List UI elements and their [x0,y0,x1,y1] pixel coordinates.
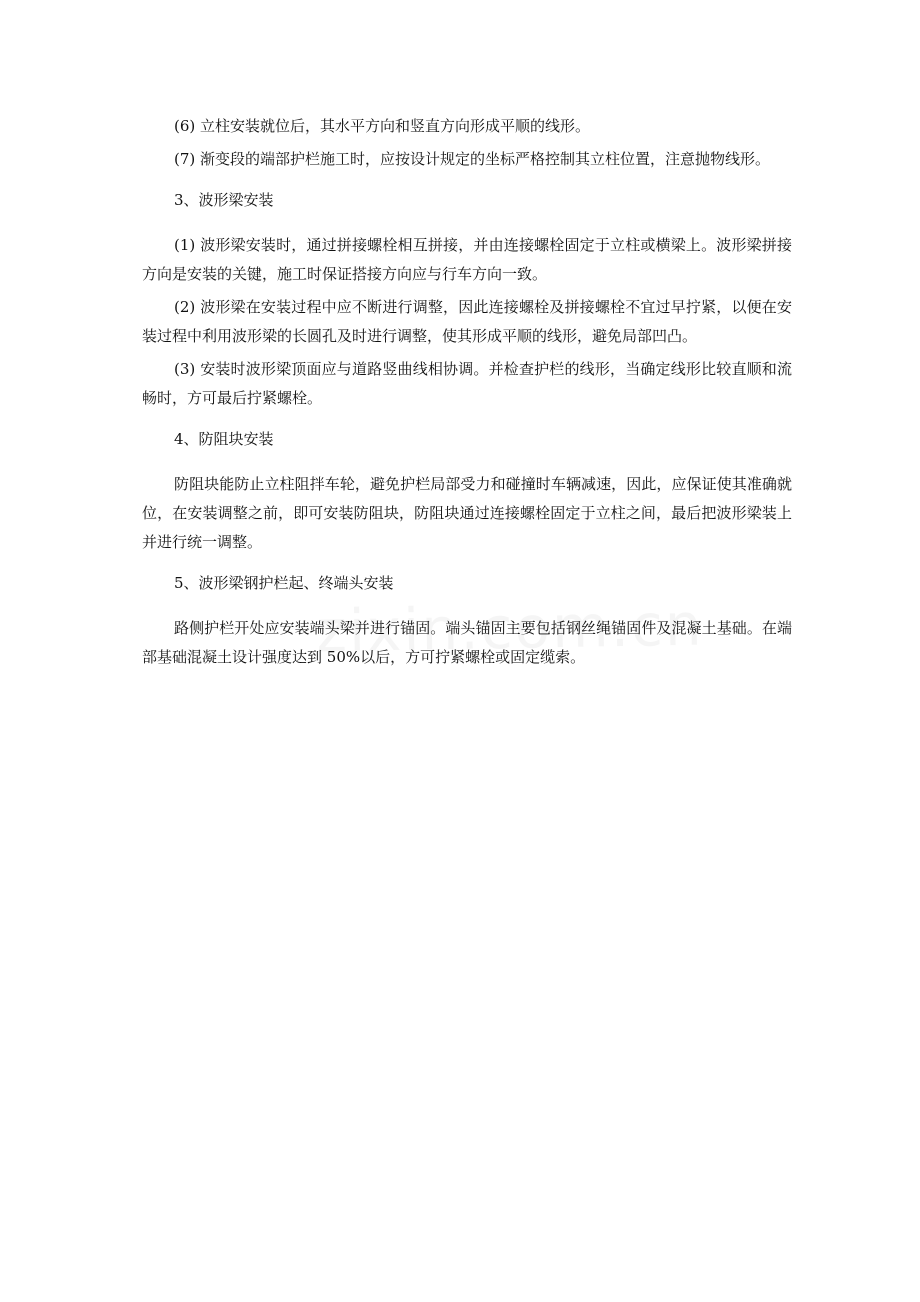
paragraph-item-6: (6) 立柱安装就位后，其水平方向和竖直方向形成平顺的线形。 [174,117,591,135]
section-heading-wave-beam-installation: 3、波形梁安装 [174,191,274,209]
paragraph-wave-beam-3: (3) 安装时波形梁顶面应与道路竖曲线相协调。并检查护栏的线形，当确定线形比较直顺和流畅时，方可最后拧紧螺栓。 [142,360,792,407]
paragraph-wave-beam-2: (2) 波形梁在安装过程中应不断进行调整，因此连接螺栓及拼接螺栓不宜过早拧紧，以便在安装过程中利用波形梁的长圆孔及时进行调整，使其形成平顺的线形，避免局部凹凸。 [142,298,792,345]
paragraph-item-7: (7) 渐变段的端部护栏施工时，应按设计规定的坐标严格控制其立柱位置，注意抛物线形。 [174,150,771,168]
section-heading-end-terminal-installation: 5、波形梁钢护栏起、终端头安装 [174,574,394,592]
document-body [142,112,792,672]
section-heading-blockout-installation: 4、防阻块安装 [174,430,274,448]
paragraph-end-terminal: 路侧护栏开处应安装端头梁并进行锚固。端头锚固主要包括钢丝绳锚固件及混凝土基础。在端部基础混凝土设计强度达到 50%以后，方可拧紧螺栓或固定缆索。 [142,619,792,666]
paragraph-blockout: 防阻块能防止立柱阻拌车轮，避免护栏局部受力和碰撞时车辆减速，因此，应保证使其准确就位，在安装调整之前，即可安装防阻块，防阻块通过连接螺栓固定于立柱之间，最后把波形梁装上并进行统一调整。 [142,475,792,551]
paragraph-wave-beam-1: (1) 波形梁安装时，通过拼接螺栓相互拼接，并由连接螺栓固定于立柱或横梁上。波形梁拼接方向是安装的关键，施工时保证搭接方向应与行车方向一致。 [142,236,792,283]
